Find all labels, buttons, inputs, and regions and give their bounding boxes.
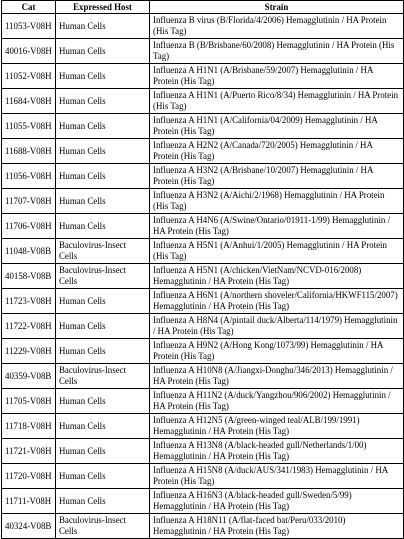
cell-strain: Influenza A H16N3 (A/black-headed gull/Sweden/5/99) Hemagglutinin / HA Protein (His Tag) xyxy=(150,489,404,514)
cell-cat: 11055-V08H xyxy=(2,114,56,139)
cell-cat: 11721-V08H xyxy=(2,439,56,464)
cell-expressed-host: Human Cells xyxy=(56,189,150,214)
cell-expressed-host: Baculovirus-Insect Cells xyxy=(56,364,150,389)
cell-strain: Influenza A H8N4 (A/pintail duck/Alberta/114/1979) Hemagglutinin / HA Protein (His Tag) xyxy=(150,314,404,339)
cell-cat: 11706-V08H xyxy=(2,214,56,239)
cell-strain: Influenza A H9N2 (A/Hong Kong/1073/99) Hemagglutinin / HA Protein (His Tag) xyxy=(150,339,404,364)
table-row xyxy=(2,139,404,164)
cell-cat: 11705-V08H xyxy=(2,389,56,414)
table-row xyxy=(2,64,404,89)
cell-expressed-host: Human Cells xyxy=(56,114,150,139)
table-row xyxy=(2,314,404,339)
cell-cat: 40359-V08B xyxy=(2,364,56,389)
cell-strain: Influenza A H6N1 (A/northern shoveler/California/HKWF115/2007) Hemagglutinin / HA Protein (His Tag) xyxy=(150,289,404,314)
cell-expressed-host: Baculovirus-Insect Cells xyxy=(56,239,150,264)
table-row xyxy=(2,489,404,514)
table-row xyxy=(2,39,404,64)
cell-expressed-host: Human Cells xyxy=(56,89,150,114)
cell-expressed-host: Human Cells xyxy=(56,39,150,64)
cell-strain: Influenza A H3N2 (A/Aichi/2/1968) Hemagglutinin / HA Protein (His Tag) xyxy=(150,189,404,214)
cell-cat: 11711-V08H xyxy=(2,489,56,514)
table-row xyxy=(2,189,404,214)
cell-strain: Influenza A H5N1 (A/chicken/VietNam/NCVD-016/2008) Hemagglutinin / HA Protein (His Tag) xyxy=(150,264,404,289)
cell-expressed-host: Human Cells xyxy=(56,389,150,414)
cell-strain: Influenza A H10N8 (A/Jiangxi-Donghu/346/2013) Hemagglutinin / HA Protein (His Tag) xyxy=(150,364,404,389)
cell-expressed-host: Human Cells xyxy=(56,464,150,489)
cell-cat: 11056-V08H xyxy=(2,164,56,189)
cell-strain: Influenza A H11N2 (A/duck/Yangzhou/906/2002) Hemagglutinin / HA Protein (His Tag) xyxy=(150,389,404,414)
column-header-strain: Strain xyxy=(150,1,404,14)
cell-cat: 11688-V08H xyxy=(2,139,56,164)
cell-strain: Influenza A H1N1 (A/Brisbane/59/2007) Hemagglutinin / HA Protein (His Tag) xyxy=(150,64,404,89)
table-row xyxy=(2,439,404,464)
cell-cat: 11722-V08H xyxy=(2,314,56,339)
cell-expressed-host: Human Cells xyxy=(56,439,150,464)
table-row xyxy=(2,114,404,139)
cell-cat: 40016-V08H xyxy=(2,39,56,64)
table-row xyxy=(2,89,404,114)
cell-expressed-host: Baculovirus-Insect Cells xyxy=(56,264,150,289)
cell-cat: 11720-V08H xyxy=(2,464,56,489)
cell-cat: 40324-V08B xyxy=(2,514,56,539)
cell-expressed-host: Human Cells xyxy=(56,214,150,239)
table-row xyxy=(2,164,404,189)
cell-expressed-host: Human Cells xyxy=(56,164,150,189)
cell-strain: Influenza A H2N2 (A/Canada/720/2005) Hemagglutinin / HA Protein (His Tag) xyxy=(150,139,404,164)
cell-expressed-host: Human Cells xyxy=(56,139,150,164)
cell-strain: Influenza A H1N1 (A/Puerto Rico/8/34) Hemagglutinin / HA Protein (His Tag) xyxy=(150,89,404,114)
cell-cat: 11684-V08H xyxy=(2,89,56,114)
cell-expressed-host: Human Cells xyxy=(56,339,150,364)
cell-cat: 11048-V08B xyxy=(2,239,56,264)
cell-strain: Influenza A H15N8 (A/duck/AUS/341/1983) Hemagglutinin / HA Protein (His Tag) xyxy=(150,464,404,489)
cell-expressed-host: Human Cells xyxy=(56,414,150,439)
cell-strain: Influenza B virus (B/Florida/4/2006) Hemagglutinin / HA Protein (His Tag) xyxy=(150,14,404,39)
cell-strain: Influenza A H4N6 (A/Swine/Ontario/01911-1/99) Hemagglutinin / HA Protein (His Tag) xyxy=(150,214,404,239)
column-header-expressed-host: Expressed Host xyxy=(56,1,150,14)
cell-cat: 11053-V08H xyxy=(2,14,56,39)
table-row xyxy=(2,514,404,539)
cell-strain: Influenza A H18N11 (A/flat-faced bat/Peru/033/2010) Hemagglutinin / HA Protein (His Tag) xyxy=(150,514,404,539)
cell-expressed-host: Human Cells xyxy=(56,489,150,514)
table-row xyxy=(2,239,404,264)
cell-cat: 40158-V08B xyxy=(2,264,56,289)
cell-strain: Influenza A H1N1 (A/California/04/2009) Hemagglutinin / HA Protein (His Tag) xyxy=(150,114,404,139)
cell-expressed-host: Human Cells xyxy=(56,64,150,89)
cell-cat: 11052-V08H xyxy=(2,64,56,89)
cell-cat: 11707-V08H xyxy=(2,189,56,214)
cell-expressed-host: Baculovirus-Insect Cells xyxy=(56,514,150,539)
cell-strain: Influenza A H5N1 (A/Anhui/1/2005) Hemagglutinin / HA Protein (His Tag) xyxy=(150,239,404,264)
cell-strain: Influenza A H3N2 (A/Brisbane/10/2007) Hemagglutinin / HA Protein (His Tag) xyxy=(150,164,404,189)
cell-cat: 11723-V08H xyxy=(2,289,56,314)
cell-cat: 11718-V08H xyxy=(2,414,56,439)
table-row xyxy=(2,289,404,314)
table-row xyxy=(2,464,404,489)
table-header-row xyxy=(2,1,404,14)
cell-expressed-host: Human Cells xyxy=(56,14,150,39)
table-row xyxy=(2,14,404,39)
cell-strain: Influenza B (B/Brisbane/60/2008) Hemagglutinin / HA Protein (His Tag) xyxy=(150,39,404,64)
table-row xyxy=(2,414,404,439)
cell-expressed-host: Human Cells xyxy=(56,289,150,314)
column-header-cat: Cat xyxy=(2,1,56,14)
cell-cat: 11229-V08H xyxy=(2,339,56,364)
table-row xyxy=(2,264,404,289)
strain-table xyxy=(1,0,404,539)
table-row xyxy=(2,389,404,414)
table-row xyxy=(2,364,404,389)
table-row xyxy=(2,339,404,364)
table-body xyxy=(2,14,404,539)
cell-strain: Influenza A H13N8 (A/black-headed gull/Netherlands/1/00) Hemagglutinin / HA Protein (His Tag) xyxy=(150,439,404,464)
table-row xyxy=(2,214,404,239)
cell-expressed-host: Human Cells xyxy=(56,314,150,339)
cell-strain: Influenza A H12N5 (A/green-winged teal/ALB/199/1991) Hemagglutinin / HA Protein (His Tag) xyxy=(150,414,404,439)
